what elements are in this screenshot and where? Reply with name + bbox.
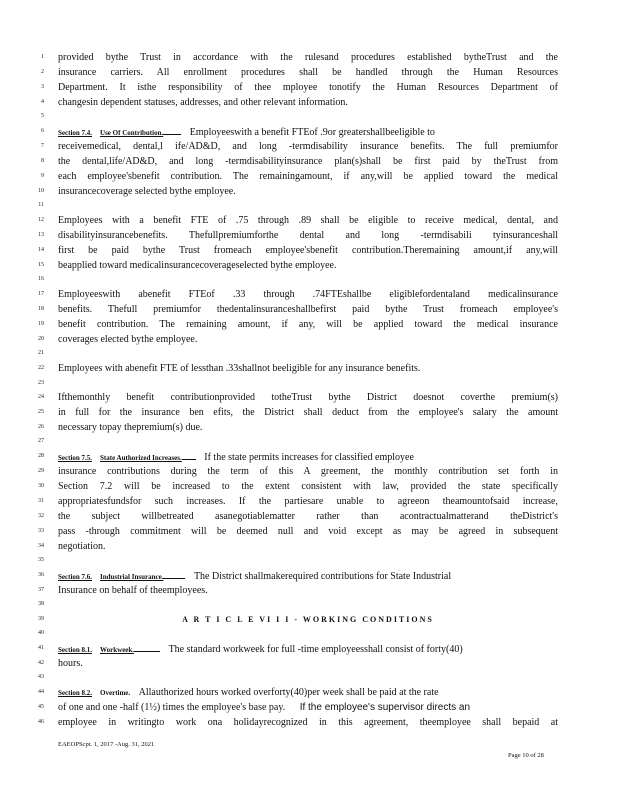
body-line: Employees with a benefit FTE of .75 through .89 shall be eligible to receive medical, dental, and bbox=[58, 215, 558, 226]
body-line: the dental,life/AD&D, and long -termdisabilityinsurance plan(s)shall be first paid by theTrust from bbox=[58, 156, 558, 167]
body-line: Section 7.2 will be increased to the extent consistent with law, provided the state specifically bbox=[58, 481, 558, 492]
underline-rule bbox=[182, 450, 196, 460]
line-number: 17 bbox=[38, 291, 44, 297]
line-number: 36 bbox=[38, 572, 44, 578]
body-line: changesin dependent statuses, addresses, and other relevant information. bbox=[58, 97, 348, 108]
line-number: 22 bbox=[38, 365, 44, 371]
line-number: 43 bbox=[38, 674, 44, 680]
line-number: 44 bbox=[38, 689, 44, 695]
body-line: provided bythe Trust in accordance with the rulesand procedures established bytheTrust and the bbox=[58, 52, 558, 63]
underline-rule bbox=[134, 642, 160, 652]
line-number: 14 bbox=[38, 247, 44, 253]
line-number: 38 bbox=[38, 601, 44, 607]
line-number: 18 bbox=[38, 306, 44, 312]
line-number: 26 bbox=[38, 424, 44, 430]
line-number: 33 bbox=[38, 528, 44, 534]
body-line: Insurance on behalf of theemployees. bbox=[58, 585, 208, 596]
body-line: insurance contributions during the term of this A greement, the monthly contribution set forth in bbox=[58, 466, 558, 477]
line-number: 25 bbox=[38, 409, 44, 415]
body-line: necessary topay thepremium(s) due. bbox=[58, 422, 203, 433]
section-title: Use Of Contribution. bbox=[100, 129, 164, 137]
line-number: 35 bbox=[38, 557, 44, 563]
section-text: Employeeswith a benefit FTEof .9or greatershallbeeligible to bbox=[189, 127, 435, 138]
section-number: Section 8.2. bbox=[58, 689, 93, 697]
body-line: negotiation. bbox=[58, 541, 106, 552]
line-number: 6 bbox=[41, 128, 44, 134]
body-line bbox=[58, 701, 558, 714]
body-line: Ifthemonthly benefit contributionprovided totheTrust bythe District doesnot coverthe premium(s) bbox=[58, 392, 558, 403]
line-number: 29 bbox=[38, 468, 44, 474]
section-text: The standard workweek for full -time employeesshall consist of forty(40) bbox=[168, 644, 463, 655]
line-number: 27 bbox=[38, 438, 44, 444]
line-number: 16 bbox=[38, 276, 44, 282]
line-number: 34 bbox=[38, 543, 44, 549]
line-number: 37 bbox=[38, 587, 44, 593]
line-number: 1 bbox=[41, 54, 44, 60]
body-line: receivemedical, dental,l ife/AD&D, and long -termdisability insurance benefits. The full premiumfor bbox=[58, 141, 558, 152]
line-number: 2 bbox=[41, 69, 44, 75]
line-number: 23 bbox=[38, 380, 44, 386]
section-title: Overtime. bbox=[100, 689, 131, 697]
line-number: 3 bbox=[41, 84, 44, 90]
body-line: each employee'sbenefit contribution. The remainingamount, if any,will be applied toward the medical bbox=[58, 171, 558, 182]
footer-date-range: EAEOPScpt. 1, 2017 -Aug. 31, 2021 bbox=[58, 741, 155, 748]
line-number: 30 bbox=[38, 483, 44, 489]
section-text: The District shallmakerequired contributions for State Industrial bbox=[193, 571, 452, 582]
line-number: 12 bbox=[38, 217, 44, 223]
section-text: If the state permits increases for classified employee bbox=[204, 452, 414, 463]
section-title: State Authorized Increases. bbox=[100, 454, 182, 462]
line-number: 24 bbox=[38, 394, 44, 400]
body-line: disabilityinsurancebenefits. Thefullpremiumforthe dental and long -termdisabili tyinsuranceshall bbox=[58, 230, 558, 241]
section-number: Section 7.6. bbox=[58, 573, 93, 581]
line-number: 9 bbox=[41, 173, 44, 179]
section-title: Industrial Insurance. bbox=[100, 573, 164, 581]
body-line: insurancecoverage selected bythe employee. bbox=[58, 186, 236, 197]
underline-rule bbox=[163, 569, 185, 579]
body-line: Employeeswith abenefit FTEof .33 through .74FTEshallbe eligiblefordentaland medicalinsurance bbox=[58, 289, 558, 300]
line-number: 4 bbox=[41, 99, 44, 105]
body-line: Department. It isthe responsibility of thee mployee tonotify the Human Resources Department of bbox=[58, 82, 558, 93]
section-7-6-line bbox=[58, 569, 558, 582]
line-number: 15 bbox=[38, 262, 44, 268]
body-line: first be paid bythe Trust fromeach employee'sbenefit contribution.Theremaining amount,if any,will bbox=[58, 245, 558, 256]
line-number: 41 bbox=[38, 645, 44, 651]
line-number: 5 bbox=[41, 113, 44, 119]
body-line: benefits. Thefull premiumfor thedentalinsuranceshallbefirst paid bythe Trust fromeach employee's bbox=[58, 304, 558, 315]
line-number: 45 bbox=[38, 704, 44, 710]
body-line: benefit contribution. The remaining amount, if any, will be applied toward the medical insurance bbox=[58, 319, 558, 330]
article-heading: A R T I C L E VI I I - WORKING CONDITIONS bbox=[182, 615, 434, 624]
line-number: 20 bbox=[38, 336, 44, 342]
underline-rule bbox=[163, 125, 181, 135]
body-line: appropriatesfundsfor such increases. If the partiesare unable to agreeon theamountofsaid increase, bbox=[58, 496, 558, 507]
section-8-2-line bbox=[58, 686, 558, 699]
line-number: 8 bbox=[41, 158, 44, 164]
body-line: hours. bbox=[58, 658, 83, 669]
body-line: in full for the insurance ben efits, the District shall deduct from the employee's salary the amount bbox=[58, 407, 558, 418]
line-number: 39 bbox=[38, 616, 44, 622]
section-7-5-line bbox=[58, 450, 558, 463]
section-number: Section 7.5. bbox=[58, 454, 93, 462]
line-number: 28 bbox=[38, 453, 44, 459]
section-number: Section 8.1. bbox=[58, 646, 93, 654]
body-line: Employees with abenefit FTE of lessthan .33shallnot beeligible for any insurance benefits. bbox=[58, 363, 421, 374]
section-7-4-line bbox=[58, 125, 558, 138]
line-number: 10 bbox=[38, 188, 44, 194]
footer-page-number: Page 10 of 28 bbox=[508, 752, 544, 759]
line-number: 42 bbox=[38, 660, 44, 666]
line-number: 21 bbox=[38, 350, 44, 356]
body-text-emphasis: If the employee's supervisor directs an bbox=[299, 702, 471, 713]
line-number: 31 bbox=[38, 498, 44, 504]
line-number: 7 bbox=[41, 143, 44, 149]
line-number: 46 bbox=[38, 719, 44, 725]
body-text: of one and one -half (1½) times the employee's base pay. bbox=[58, 702, 286, 713]
body-line: pass -through commitment will be deemed null and void except as may be agreed in subsequent bbox=[58, 526, 558, 537]
body-line: coverages elected bythe employee. bbox=[58, 334, 198, 345]
line-number: 11 bbox=[38, 202, 44, 208]
section-title: Workweek. bbox=[100, 646, 135, 654]
section-8-1-line bbox=[58, 642, 558, 655]
body-line: employee in writingto work ona holidayrecognized in this agreement, theemployee shall bepaid at bbox=[58, 717, 558, 728]
line-number: 40 bbox=[38, 630, 44, 636]
line-number: 32 bbox=[38, 513, 44, 519]
line-number: 13 bbox=[38, 232, 44, 238]
body-line: insurance carriers. All enrollment procedures shall be handled through the Human Resources bbox=[58, 67, 558, 78]
line-number: 19 bbox=[38, 321, 44, 327]
section-text: Allauthorized hours worked overforty(40)per week shall be paid at the rate bbox=[138, 687, 439, 698]
section-number: Section 7.4. bbox=[58, 129, 93, 137]
body-line: beapplied toward medicalinsurancecoverageselected bythe employee. bbox=[58, 260, 337, 271]
body-line: the subject willbetreated asanegotiablematter rather than acontractualmatterand theDistrict's bbox=[58, 511, 558, 522]
